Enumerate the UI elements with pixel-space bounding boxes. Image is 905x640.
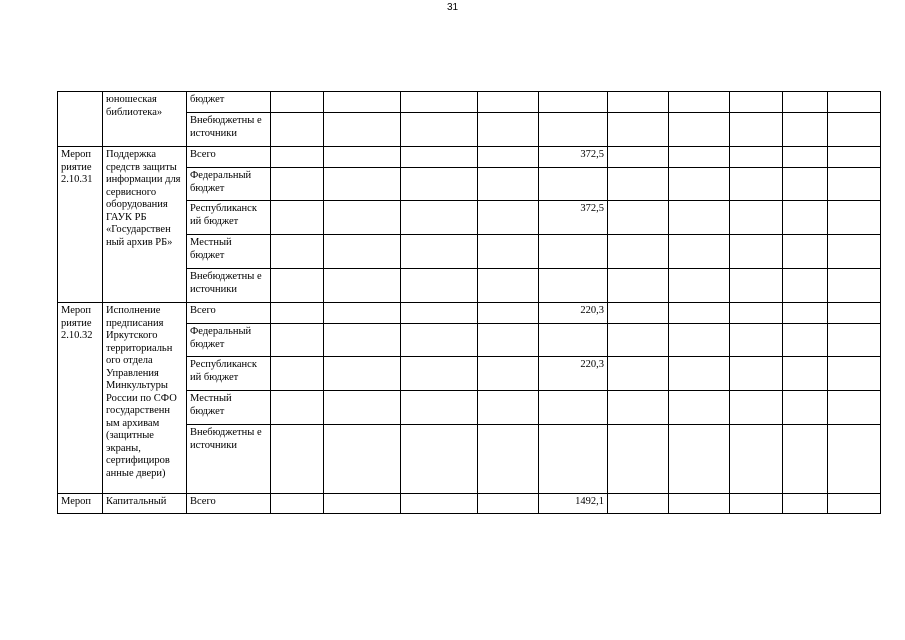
funding-source-cell: Всего: [187, 147, 271, 168]
value-cell: 372,5: [539, 147, 608, 168]
empty-cell: [271, 168, 324, 201]
empty-cell: [669, 324, 730, 357]
empty-cell: [324, 235, 401, 269]
empty-cell: [730, 92, 783, 113]
empty-cell: [828, 92, 881, 113]
empty-cell: [730, 168, 783, 201]
empty-cell: [401, 391, 478, 425]
empty-cell: [401, 494, 478, 514]
empty-cell: [608, 494, 669, 514]
value-cell: [539, 391, 608, 425]
empty-cell: [828, 269, 881, 303]
empty-cell: [669, 168, 730, 201]
measure-name-cell: Исполнение предписания Иркутского территориальн ого отдела Управления Минкультуры России по СФО государственн ым архивам (защитные экраны, сертифициров анные двери): [103, 303, 187, 494]
empty-cell: [478, 147, 539, 168]
empty-cell: [271, 357, 324, 391]
value-cell: [539, 168, 608, 201]
empty-cell: [669, 113, 730, 147]
empty-cell: [828, 168, 881, 201]
empty-cell: [730, 147, 783, 168]
empty-cell: [401, 168, 478, 201]
empty-cell: [783, 235, 828, 269]
funding-source-cell: Внебюджетны е источники: [187, 425, 271, 494]
empty-cell: [324, 113, 401, 147]
empty-cell: [478, 494, 539, 514]
empty-cell: [478, 425, 539, 494]
value-cell: 220,3: [539, 357, 608, 391]
funding-source-cell: Местный бюджет: [187, 235, 271, 269]
empty-cell: [730, 235, 783, 269]
empty-cell: [478, 168, 539, 201]
empty-cell: [608, 168, 669, 201]
empty-cell: [401, 147, 478, 168]
funding-source-cell: Всего: [187, 494, 271, 514]
empty-cell: [324, 391, 401, 425]
funding-source-cell: Внебюджетны е источники: [187, 113, 271, 147]
empty-cell: [401, 269, 478, 303]
funding-source-cell: Республиканск ий бюджет: [187, 357, 271, 391]
empty-cell: [669, 235, 730, 269]
empty-cell: [271, 303, 324, 324]
empty-cell: [324, 425, 401, 494]
empty-cell: [669, 201, 730, 235]
empty-cell: [828, 113, 881, 147]
empty-cell: [401, 235, 478, 269]
empty-cell: [401, 425, 478, 494]
empty-cell: [478, 324, 539, 357]
value-cell: 220,3: [539, 303, 608, 324]
measure-code-cell: [58, 92, 103, 147]
empty-cell: [608, 324, 669, 357]
empty-cell: [478, 357, 539, 391]
value-cell: [539, 113, 608, 147]
empty-cell: [271, 391, 324, 425]
empty-cell: [783, 357, 828, 391]
value-cell: 1492,1: [539, 494, 608, 514]
value-cell: 372,5: [539, 201, 608, 235]
empty-cell: [783, 303, 828, 324]
empty-cell: [324, 147, 401, 168]
empty-cell: [271, 494, 324, 514]
table-row: [58, 92, 881, 113]
table-row: [58, 303, 881, 324]
measure-name-cell: Капитальный: [103, 494, 187, 514]
empty-cell: [783, 425, 828, 494]
page-number: 31: [446, 2, 459, 13]
empty-cell: [324, 324, 401, 357]
funding-source-cell: Местный бюджет: [187, 391, 271, 425]
empty-cell: [401, 357, 478, 391]
empty-cell: [271, 92, 324, 113]
empty-cell: [669, 391, 730, 425]
measure-code-cell: Мероп риятие 2.10.32: [58, 303, 103, 494]
empty-cell: [828, 201, 881, 235]
empty-cell: [608, 357, 669, 391]
empty-cell: [783, 324, 828, 357]
measure-code-cell: Мероп: [58, 494, 103, 514]
empty-cell: [271, 113, 324, 147]
funding-source-cell: Республиканск ий бюджет: [187, 201, 271, 235]
empty-cell: [783, 147, 828, 168]
empty-cell: [730, 357, 783, 391]
measure-name-cell: Поддержка средств защиты информации для сервисного оборудования ГАУК РБ «Государствен ный архив РБ»: [103, 147, 187, 303]
empty-cell: [669, 494, 730, 514]
empty-cell: [478, 303, 539, 324]
empty-cell: [401, 324, 478, 357]
empty-cell: [730, 201, 783, 235]
empty-cell: [783, 92, 828, 113]
empty-cell: [324, 494, 401, 514]
empty-cell: [828, 235, 881, 269]
empty-cell: [730, 303, 783, 324]
table-row: [58, 494, 881, 514]
empty-cell: [828, 357, 881, 391]
empty-cell: [783, 168, 828, 201]
value-cell: [539, 269, 608, 303]
empty-cell: [669, 269, 730, 303]
value-cell: [539, 425, 608, 494]
empty-cell: [730, 113, 783, 147]
empty-cell: [608, 391, 669, 425]
value-cell: [539, 235, 608, 269]
empty-cell: [401, 303, 478, 324]
empty-cell: [730, 269, 783, 303]
empty-cell: [783, 113, 828, 147]
empty-cell: [608, 303, 669, 324]
empty-cell: [730, 324, 783, 357]
empty-cell: [271, 425, 324, 494]
empty-cell: [324, 92, 401, 113]
funding-source-cell: Федеральный бюджет: [187, 324, 271, 357]
empty-cell: [730, 391, 783, 425]
empty-cell: [271, 147, 324, 168]
empty-cell: [478, 235, 539, 269]
table-body: [58, 92, 881, 514]
empty-cell: [608, 269, 669, 303]
funding-source-cell: бюджет: [187, 92, 271, 113]
empty-cell: [730, 425, 783, 494]
empty-cell: [828, 147, 881, 168]
empty-cell: [608, 425, 669, 494]
empty-cell: [401, 113, 478, 147]
empty-cell: [271, 201, 324, 235]
funding-source-cell: Внебюджетны е источники: [187, 269, 271, 303]
funding-source-cell: Федеральный бюджет: [187, 168, 271, 201]
empty-cell: [669, 303, 730, 324]
empty-cell: [478, 113, 539, 147]
funding-source-cell: Всего: [187, 303, 271, 324]
empty-cell: [324, 357, 401, 391]
empty-cell: [669, 425, 730, 494]
empty-cell: [669, 357, 730, 391]
value-cell: [539, 92, 608, 113]
measure-name-cell: юношеская библиотека»: [103, 92, 187, 147]
empty-cell: [828, 391, 881, 425]
empty-cell: [608, 92, 669, 113]
empty-cell: [271, 324, 324, 357]
measure-code-cell: Мероп риятие 2.10.31: [58, 147, 103, 303]
budget-table: [57, 91, 881, 514]
empty-cell: [783, 269, 828, 303]
empty-cell: [828, 494, 881, 514]
table-row: [58, 147, 881, 168]
empty-cell: [608, 147, 669, 168]
empty-cell: [783, 494, 828, 514]
empty-cell: [669, 147, 730, 168]
empty-cell: [608, 113, 669, 147]
empty-cell: [401, 92, 478, 113]
empty-cell: [401, 201, 478, 235]
empty-cell: [478, 201, 539, 235]
empty-cell: [478, 391, 539, 425]
empty-cell: [478, 269, 539, 303]
empty-cell: [828, 324, 881, 357]
empty-cell: [271, 235, 324, 269]
empty-cell: [730, 494, 783, 514]
empty-cell: [828, 303, 881, 324]
empty-cell: [608, 201, 669, 235]
value-cell: [539, 324, 608, 357]
empty-cell: [608, 235, 669, 269]
empty-cell: [783, 201, 828, 235]
empty-cell: [271, 269, 324, 303]
empty-cell: [324, 303, 401, 324]
empty-cell: [783, 391, 828, 425]
empty-cell: [324, 168, 401, 201]
empty-cell: [478, 92, 539, 113]
empty-cell: [324, 201, 401, 235]
empty-cell: [669, 92, 730, 113]
empty-cell: [828, 425, 881, 494]
empty-cell: [324, 269, 401, 303]
